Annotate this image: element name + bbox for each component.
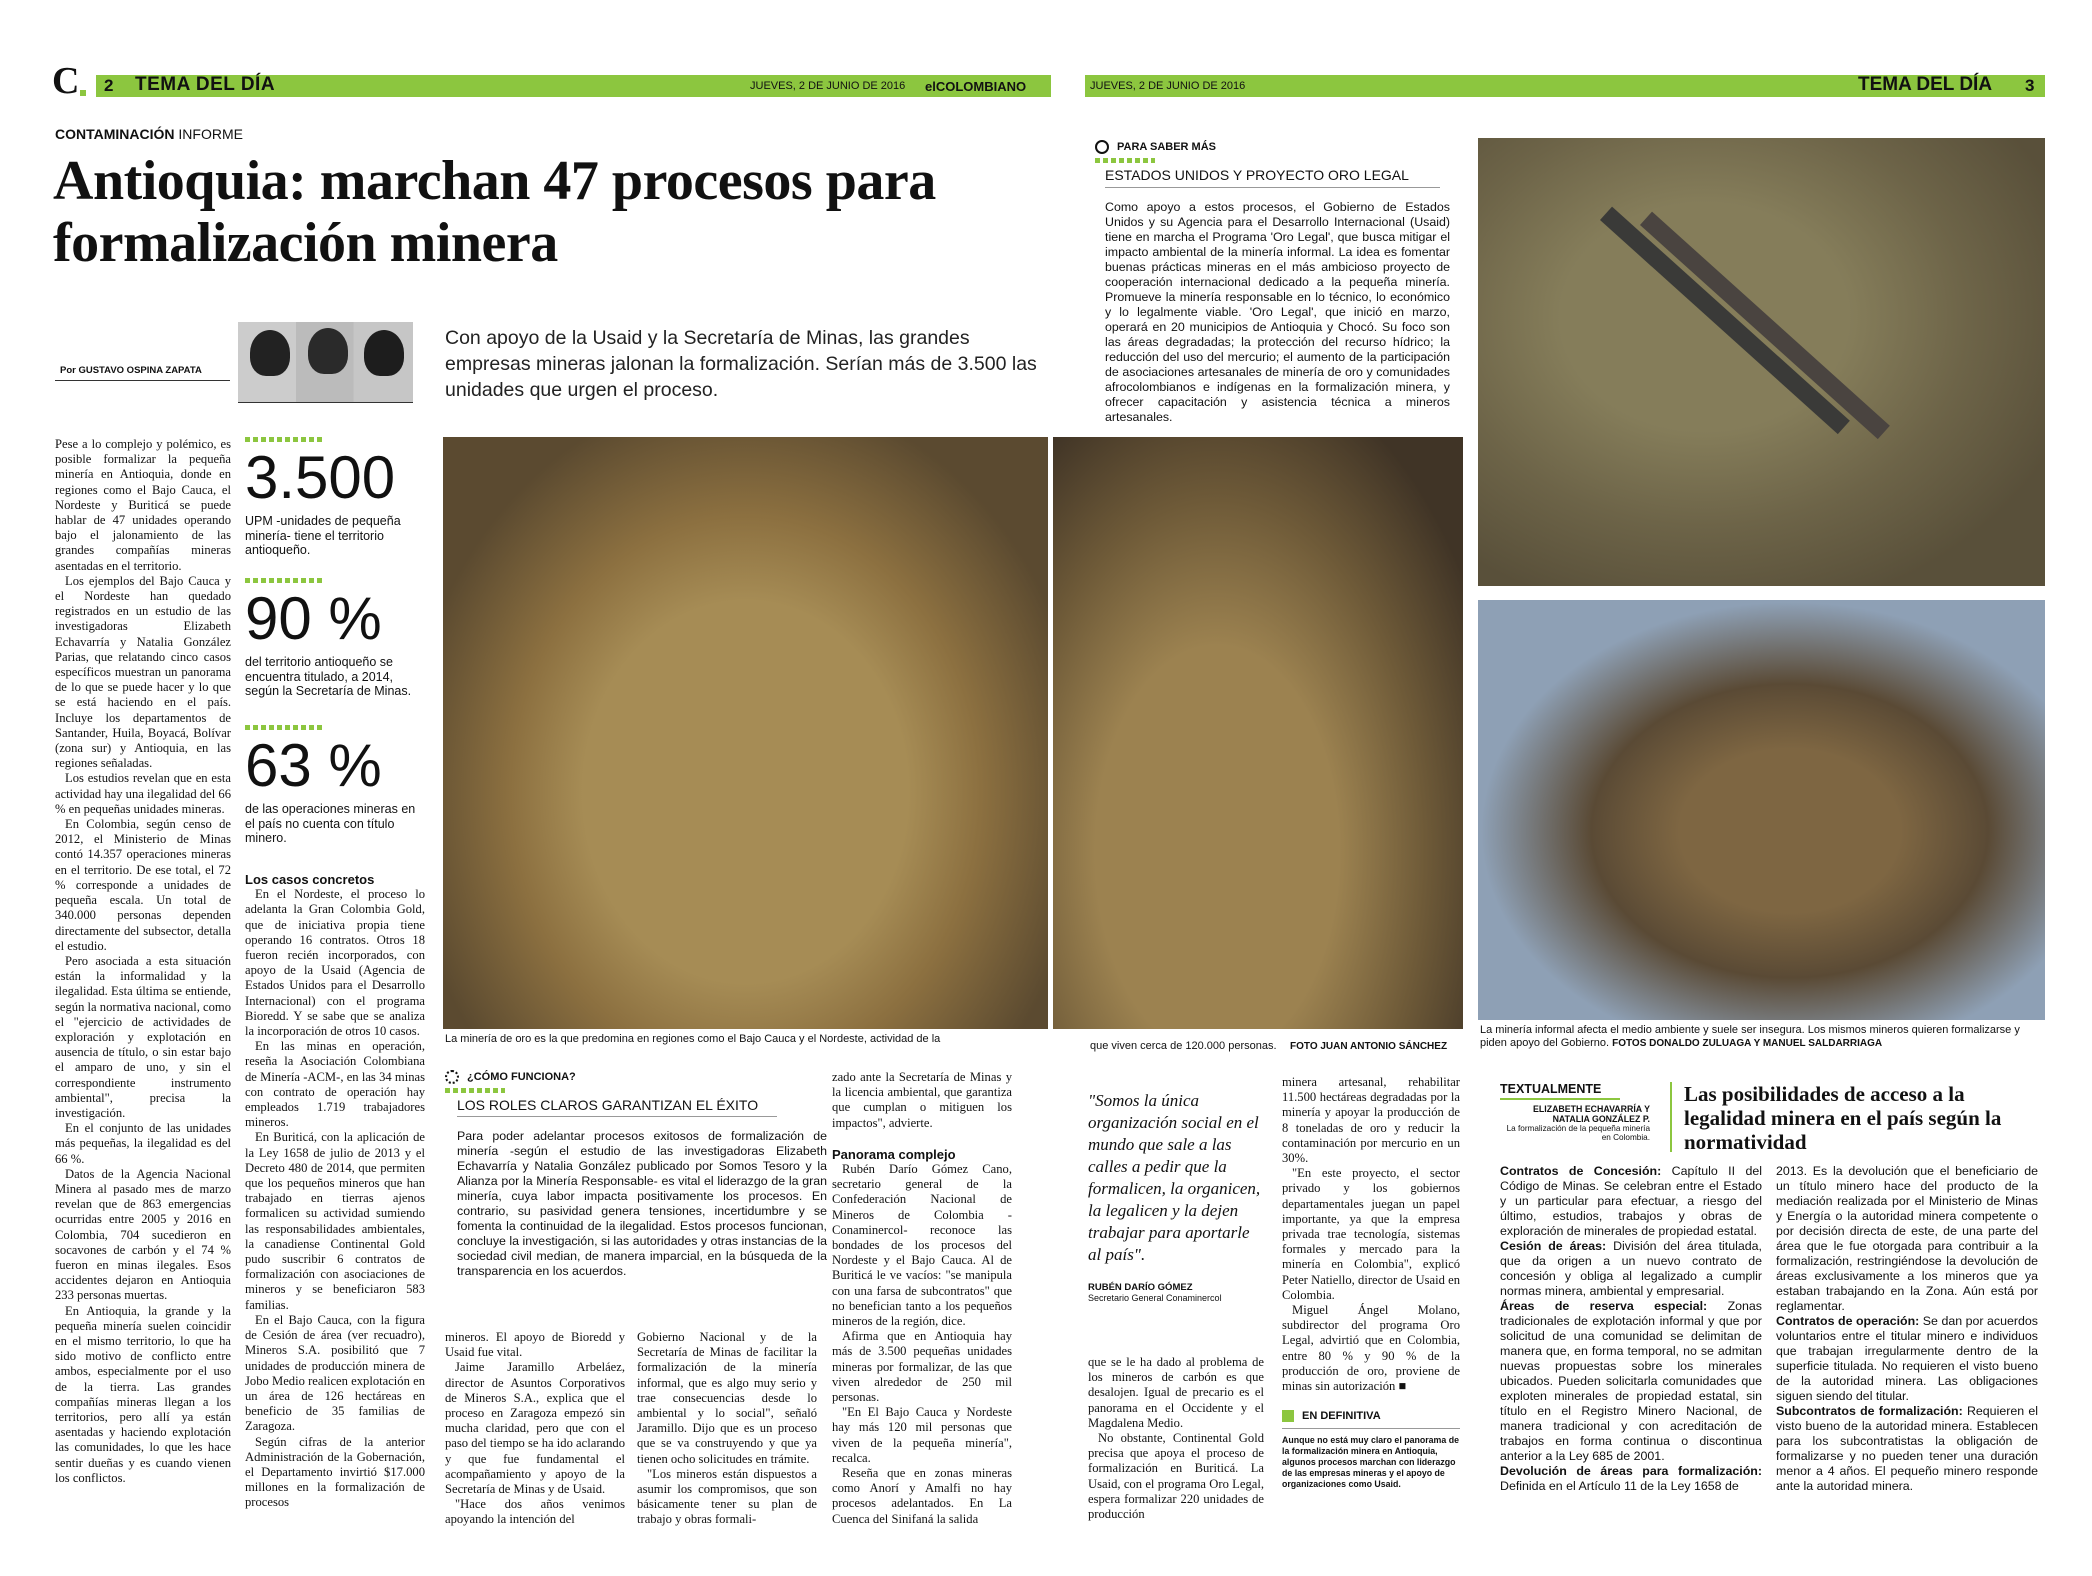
info-box-title: ESTADOS UNIDOS Y PROYECTO ORO LEGAL	[1105, 167, 1440, 188]
stat-block	[245, 578, 425, 699]
article-column-4-top	[832, 1070, 1012, 1527]
paragraph: En Buriticá, con la aplicación de la Ley 1658 de julio de 2013 y el Decreto 480 de 2014, que permiten que los pequeños mineros que han trabajado en tierras ajenos formalicen su actividad sumiendo las responsabilidades ambientales, la canadiense Continental Gold pudo suscribir 6 contratos de formalización con asociaciones de mineros y se beneficiaron 583 familias.	[245, 1130, 425, 1312]
info-box-label-text: PARA SABER MÁS	[1117, 140, 1217, 153]
paragraph: Reseña que en zonas mineras como Anorí y Amalfi no hay procesos adelantados. En La Cuenca del Sinifaná la salida	[832, 1466, 1012, 1526]
definition-text: Se dan por acuerdos voluntarios entre el titular minero e individuos que trabajan irregularmente dentro de la superficie titulada. No requieren el visto bueno de la autoridad minera. Las obligaciones siguen siendo del titular.	[1776, 1314, 2038, 1403]
info-box-title: LOS ROLES CLAROS GARANTIZAN EL ÉXITO	[457, 1097, 777, 1117]
byline-rule	[55, 380, 230, 381]
paragraph: En el conjunto de las unidades más pequeñas, la ilegalidad es del 66 %.	[55, 1121, 231, 1166]
mining-pit-photo-left	[443, 437, 1048, 1029]
definition-term: Cesión de áreas:	[1500, 1239, 1607, 1253]
paragraph: En Colombia, según censo de 2012, el Ministerio de Minas contó 14.357 operaciones mineras en el territorio. De ese total, el 72 % corresponde a unidades de pequeña escala. Un total de 340.000 personas dependen directamente del subsector, detalla el estudio.	[55, 817, 231, 953]
stat-block	[245, 437, 425, 558]
info-box-como-funciona	[445, 1070, 835, 1279]
kicker-rest: INFORME	[178, 126, 243, 142]
definition	[1776, 1314, 2038, 1404]
definition-text: División del área titulada, que da origen a un nuevo contrato de concesión y obliga al legalizado a cumplir normas minera, ambiental y empresarial.	[1500, 1239, 1762, 1298]
definition-term: Devolución de áreas para formalización:	[1500, 1464, 1762, 1478]
paragraph: Pese a lo complejo y polémico, es posible formalizar la pequeña minería en Antioquia, donde en regiones como el Bajo Cauca, el Nordeste y Buriticá se puede hablar de 47 unidades operando bajo el jalonamiento de las grandes compañías mineras asentadas en el territorio.	[55, 437, 231, 573]
stat-value: 3.500	[245, 444, 396, 511]
stat-divider	[245, 578, 325, 583]
definition-term: Subcontratos de formalización:	[1776, 1404, 1963, 1418]
page-number-left: 2	[104, 76, 114, 95]
section-title-left: TEMA DEL DÍA	[135, 74, 276, 95]
definition-term: Contratos de operación:	[1776, 1314, 1920, 1328]
textualmente-divider	[1670, 1082, 1672, 1152]
logo-dot	[80, 90, 86, 96]
header-date-right: JUEVES, 2 DE JUNIO DE 2016	[1090, 80, 1246, 92]
definition-text: Requieren el visto bueno de la autoridad minera. Establecen para los subcontratistas la obligación de formalizarse y no pueden tener una duración menor a 4 años. El pequeño minero responde ante la autoridad minera.	[1776, 1404, 2038, 1493]
info-box-text: Como apoyo a estos procesos, el Gobierno de Estados Unidos y su Agencia para el Desarrollo Internacional (Usaid) tiene en marcha el Programa 'Oro Legal', que busca mitigar el impacto ambiental de la minería informal. La idea es fomentar buenas prácticas mineras en el más ambicioso proyecto de cooperación internacional dedicado a la pequeña minería. Promueve la minería responsable en lo técnico, lo económico y lo legalmente viable. 'Oro Legal', que inició en marzo, operará en 20 municipios de Antioquia y Chocó. Su foco son las áreas degradadas; la protección del recurso hídrico; la reducción del uso del mercurio; el aumento de la participación de asociaciones artesanales de minería de oro y comunidades afrocolombianos e indígenas en la formalización minera, y ofrecer capacitación y asistencia técnica a mineros artesanales.	[1105, 200, 1450, 424]
author-photo-1	[250, 330, 290, 376]
page-number-right: 3	[2025, 76, 2035, 95]
textualmente-title: Las posibilidades de acceso a la legalidad minera en el país según la normatividad	[1684, 1082, 2002, 1154]
definition	[1776, 1404, 2038, 1494]
paragraph: "En este proyecto, el sector privado y los gobiernos departamentales juegan un papel importante, ya que la empresa privada trae tecnología, sistemas formales y mercado para la minería en Colombia", explicó Peter Natiello, director de Usaid en Colombia.	[1282, 1166, 1460, 1302]
definition	[1500, 1464, 1762, 1494]
gear-icon	[445, 1070, 459, 1084]
cross-icon	[1282, 1410, 1294, 1422]
definition	[1500, 1164, 1762, 1239]
stat-block	[245, 725, 425, 846]
subhead: Panorama complejo	[832, 1146, 956, 1162]
headline: Antioquia: marchan 47 procesos para formalización minera	[53, 150, 936, 274]
paragraph: En el Nordeste, el proceso lo adelanta la Gran Colombia Gold, que de iniciativa propia tiene operando 16 contratos. Otros 18 fueron recién incorporados, con apoyo de la Usaid (Agencia de Estados Unidos para el Desarrollo Internacional) con el programa Bioredd. Y se sabe que se analiza la incorporación de otros 10 casos.	[245, 887, 425, 1039]
info-box-text: Para poder adelantar procesos exitosos de formalización de minería -según el estudio de las investigadoras Elizabeth Echavarría y Natalia González publicado por Somos Tesoro y la Alianza por la Minería Responsable- es vital el liderazgo de la gran minería, cuya labor impacta positivamente los procesos. En contrario, su pasividad genera tensiones, incertidumbre y se fomenta la continuidad de la ilegalidad. Estos procesos funcionan, concluye la investigación, si las autoridades y otras instancias de la sociedad civil median, de manera imparcial, en la búsqueda de la transparencia en los acuerdos.	[457, 1129, 827, 1278]
textualmente-label: TEXTUALMENTE	[1500, 1082, 1620, 1100]
stat-text: UPM -unidades de pequeña minería- tiene el territorio antioqueño.	[245, 514, 401, 557]
info-box-label-text: ¿CÓMO FUNCIONA?	[467, 1070, 576, 1083]
definition	[1500, 1299, 1762, 1464]
paragraph: Afirma que en Antioquia hay más de 3.500 pequeñas unidades mineras por formalizar, de las que viven alrededor de 250 mil personas.	[832, 1329, 1012, 1405]
paragraph: Según cifras de la anterior Administración de la Gobernación, el Departamento invirtió $17.000 millones en la formalización de procesos	[245, 1434, 425, 1510]
info-box-label	[445, 1070, 835, 1084]
paragraph: minera artesanal, rehabilitar 11.500 hectáreas degradadas por la minería y apoyar la producción de 8 toneladas de oro y reducir la contaminación por mercurio en un 30%.	[1282, 1075, 1460, 1166]
stat-divider	[245, 725, 325, 730]
info-box-text: Aunque no está muy claro el panorama de la formalización minera en Antioquia, algunos procesos marchan con liderazgo de las empresas mineras y el apoyo de organizaciones como Usaid.	[1282, 1435, 1459, 1490]
paragraph: Los ejemplos del Bajo Cauca y el Nordeste han quedado registrados en un estudio de las investigadoras Elizabeth Echavarría y Natalia González Parias, que relatando cinco casos específicos muestran un panorama de lo que se puede hacer y lo que se está haciendo en el país. Incluye los departamentos de Santander, Huila, Boyacá, Bolívar (zona sur) y Antioquia, en las regiones señaladas.	[55, 573, 231, 771]
author-photo-3	[364, 330, 404, 376]
paragraph: Datos de la Agencia Nacional Minera al pasado mes de marzo revelan que de 863 emergencias ocurridas entre 2005 y 2016 en Colombia, 704 sucedieron en socavones de carbón y el 74 % fueron en minas ilegales. Esos accidentes dejaron en Antioquia 233 personas muertas.	[55, 1166, 231, 1303]
photo-caption-right-text: La minería informal afecta el medio ambiente y suele ser insegura. Los mismos mineros quieren formalizarse y piden apoyo del Gobierno.	[1480, 1024, 2020, 1049]
section-title-right: TEMA DEL DÍA	[1858, 74, 1993, 95]
photo-caption-main-right: que viven cerca de 120.000 personas.	[1090, 1040, 1277, 1052]
lead-paragraph: Con apoyo de la Usaid y la Secretaría de Minas, las grandes empresas mineras jalonan la formalización. Serían más de 3.500 las unidades que urgen el proceso.	[445, 327, 1037, 401]
pull-quote-name: RUBÉN DARÍO GÓMEZ	[1088, 1282, 1193, 1293]
paragraph: que se le ha dado al problema de los mineros de carbón es que desalojen. Igual de precario es el panorama en el Occidente y el Magdalena Medio.	[1088, 1355, 1264, 1430]
logo: C	[52, 60, 80, 102]
stat-value: 63 %	[245, 732, 382, 799]
info-box-label-text: EN DEFINITIVA	[1302, 1410, 1381, 1422]
paragraph: zado ante la Secretaría de Minas y la licencia ambiental, que garantiza que cumplan o mitiguen los impactos", advierte.	[832, 1070, 1012, 1130]
info-box-rule	[1282, 1428, 1460, 1429]
info-box-divider	[1095, 158, 1155, 163]
info-box-label	[1282, 1410, 1460, 1422]
definition-term: Contratos de Concesión:	[1500, 1164, 1662, 1178]
paragraph: No obstante, Continental Gold precisa que apoya el proceso de formalización en Buriticá. La Usaid, con el programa Oro Legal, espera formalizar 220 unidades de producción	[1088, 1431, 1264, 1522]
paragraph: Rubén Darío Gómez Cano, secretario general de la Confederación Nacional de Mineros de Colombia -Conaminercol- reconoce las bondades de los procesos del Nordeste y el Bajo Cauca. Al de Buriticá le ve vacíos: "se manipula con una farsa de subcontratos" que no benefician tanto a los pequeños mineros de la región, dice.	[832, 1162, 1012, 1329]
stat-text: de las operaciones mineras en el país no cuenta con título minero.	[245, 802, 416, 845]
textualmente-col-right	[1776, 1164, 2038, 1494]
pull-quote-role: Secretario General Conaminercol	[1088, 1293, 1222, 1303]
pin-icon	[1095, 140, 1109, 154]
paper-name: elCOLOMBIANO	[925, 79, 1027, 94]
header-date-left: JUEVES, 2 DE JUNIO DE 2016	[750, 80, 906, 92]
paragraph: "Los mineros están dispuestos a asumir los compromisos, que son básicamente tener su plan de trabajo y obras formali-	[637, 1466, 817, 1527]
byline: Por GUSTAVO OSPINA ZAPATA	[60, 365, 202, 376]
paragraph: En el Bajo Cauca, con la figura de Cesión de área (ver recuadro), Mineros S.A. posibilitó que 7 unidades de producción minera de Jobo Medio realicen explotación en un área de 126 hectáreas en beneficio de 35 familias de Zaragoza.	[245, 1312, 425, 1434]
textualmente-sub: La formalización de la pequeña minería en Colombia.	[1506, 1124, 1650, 1142]
photo-caption-right	[1480, 1024, 2045, 1050]
article-column-5-left	[1088, 1355, 1264, 1522]
article-column-2	[245, 872, 425, 1511]
definition	[1776, 1164, 2038, 1314]
paragraph: En Antioquia, la grande y la pequeña minería suelen coincidir en el mismo territorio, lo que ha sido motivo de conflicto entre ambos, especialmente por el uso de la tierra. Las grandes compañías mineras llegan a los territorios, pero allí ya están asentadas y haciendo explotación las comunidades, lo que les hace sentir dueñas y es cuando vienen los conflictos.	[55, 1303, 231, 1485]
stat-value: 90 %	[245, 585, 382, 652]
paragraph: En las minas en operación, reseña la Asociación Colombiana de Minería -ACM-, en las 34 minas con contrato de operación hay empleados 1.719 trabajadores mineros.	[245, 1039, 425, 1130]
info-box-en-definitiva	[1282, 1410, 1460, 1490]
paragraph: Miguel Ángel Molano, subdirector del programa Oro Legal, advirtió que en Colombia, entre 80 % y 90 % de la producción de oro, proviene de minas sin autorización ■	[1282, 1303, 1460, 1394]
textualmente-left-head	[1500, 1082, 1650, 1154]
textualmente-body	[1500, 1164, 2045, 1494]
textualmente-box	[1500, 1082, 2045, 1494]
info-box-divider	[445, 1088, 505, 1093]
subhead: Los casos concretos	[245, 872, 375, 887]
kicker-bold: CONTAMINACIÓN	[55, 126, 175, 142]
gold-panning-photo	[1478, 600, 2045, 1020]
article-column-3	[445, 1330, 625, 1528]
definition-term: Áreas de reserva especial:	[1500, 1299, 1708, 1313]
stat-text: del territorio antioqueño se encuentra titulado, a 2014, según la Secretaría de Minas.	[245, 655, 412, 698]
definition-text: Zonas tradicionales de explotación informal y que por solicitud de una comunidad se delimitan de manera que, en forma temporal, no se admitan nuevas propuestas sobre los minerales ubicados. Pueden solicitarla comunidades que exploten minerales de propiedad estatal, sin título en el Registro Minero Nacional, de manera tradicional y con acreditación de trabajos en forma continua o discontinua anterior a la Ley 685 de 2001.	[1500, 1299, 1762, 1463]
article-column-3b	[637, 1330, 817, 1528]
definition	[1500, 1239, 1762, 1299]
paragraph: Gobierno Nacional y de la Secretaría de Minas de facilitar la formalización de la minería informal, que es algo muy serio y trae consecuencias desde lo ambiental y lo social", señaló Jaramillo. Dijo que es un proceso que se va construyendo y que ya tienen ocho solicitudes en trámite.	[637, 1330, 817, 1466]
article-column-1	[55, 437, 231, 1486]
paragraph: Pero asociada a esta situación están la informalidad y la ilegalidad. Esta última se entiende, según la normativa nacional, como el "ejercicio de actividades de exploración y explotación en ausencia de título, o sin estar bajo el amparo de uno, y sin el correspondiente instrumento ambiental", precisa la investigación.	[55, 953, 231, 1120]
author-photo-2	[308, 328, 348, 374]
mining-pit-photo-right	[1053, 437, 1463, 1029]
definition-text: Definida en el Artículo 11 de la Ley 1658 de	[1500, 1479, 1739, 1493]
textualmente-authors: ELIZABETH ECHAVARRÍA Y NATALIA GONZÁLEZ P.	[1533, 1104, 1650, 1124]
stat-divider	[245, 437, 325, 442]
textualmente-col-left	[1500, 1164, 1762, 1494]
definition-text: 2013. Es la devolución que el beneficiario de un título minero hace del producto de la mediación realizada por el Ministerio de Minas y Energía o la autoridad minera competente o por decisión directa de este, de una parte del área que le fue otorgada para contribuir a la formalización, restringiéndose la devolución de áreas exclusivamente a los mineros que ya estaban trabajando en la Zona. Aún está por reglamentar.	[1776, 1164, 2038, 1313]
pull-quote-text: "Somos la única organización social en el mundo que sale a las calles a pedir que la formalicen, la organicen, la legalicen y la dejen trabajar para aportarle al país".	[1088, 1091, 1261, 1264]
paragraph: Jaime Jaramillo Arbeláez, director de Asuntos Corporativos de Mineros S.A., explica que el proceso en Zaragoza empezó sin mucha claridad, pero que con el paso del tiempo se ha ido aclarando y que fue fundamental el acompañamiento y apoyo de la Secretaría de Minas y de Usaid.	[445, 1360, 625, 1497]
definition-text: Capítulo II del Código de Minas. Se celebran entre el Estado y un particular para efectuar, a riesgo del último, estudios, trabajos y obras de exploración de minerales de propiedad estatal.	[1500, 1164, 1762, 1238]
paragraph: Los estudios revelan que en esta actividad hay una ilegalidad del 66 % en pequeñas unidades mineras.	[55, 771, 231, 816]
photo-credit-right: FOTOS DONALDO ZULUAGA Y MANUEL SALDARRIAGA	[1612, 1038, 1883, 1049]
info-box-label	[1095, 140, 1440, 154]
pull-quote	[1088, 1090, 1263, 1303]
info-box-saber-mas	[1095, 140, 1450, 425]
photo-credit-main: FOTO JUAN ANTONIO SÁNCHEZ	[1290, 1041, 1448, 1052]
paragraph: "Hace dos años venimos apoyando la intención del	[445, 1497, 625, 1527]
paragraph: "En El Bajo Cauca y Nordeste hay más 120 mil personas que viven de la pequeña minería", recalca.	[832, 1405, 1012, 1465]
textualmente-head	[1500, 1082, 2045, 1154]
article-column-5	[1282, 1075, 1460, 1394]
paragraph: mineros. El apoyo de Bioredd y Usaid fue vital.	[445, 1330, 625, 1360]
kicker	[55, 126, 243, 142]
photo-caption-main-left: La minería de oro es la que predomina en regiones como el Bajo Cauca y el Nordeste, actividad de la	[445, 1033, 941, 1045]
